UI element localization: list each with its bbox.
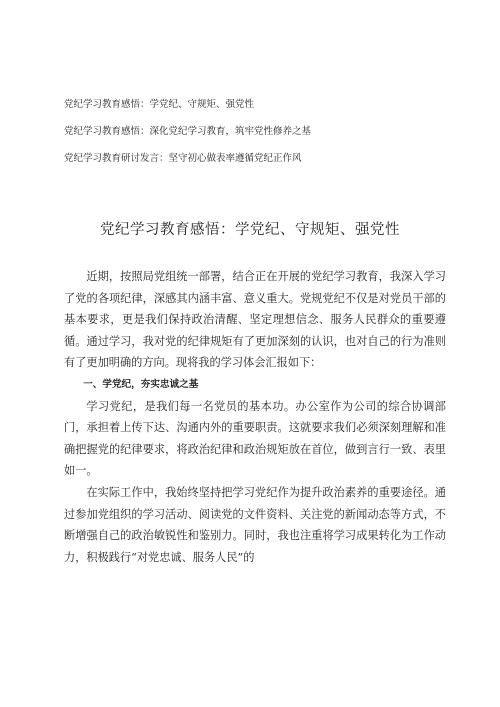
article-body (64, 266, 446, 568)
toc-item-3[interactable]: 党纪学习教育研讨发言：坚守初心做表率遵循党纪正作风 (64, 153, 302, 164)
table-of-contents (64, 98, 444, 179)
section-1-paragraph-2: 在实际工作中，我始终坚持把学习党纪作为提升政治素养的重要途径。通过参加党组织的学习活动、阅读党的文件资料、关注党的新闻动态等方式，不断增强自己的政治敏锐性和鉴别力。同时，我也注重将学习成果转化为工作动力，积极践行“对党忠诚、服务人民”的 (64, 485, 446, 564)
section-1-paragraph-1: 学习党纪，是我们每一名党员的基本功。办公室作为公司的综合协调部门，承担着上传下达、沟通内外的重要职责。这就要求我们必须深刻理解和准确把握党的纪律要求，将政治纪律和政治规矩放在首位，做到言行一致、表里如一。 (64, 399, 446, 478)
toc-item-1[interactable]: 党纪学习教育感悟：学党纪、守规矩、强党性 (64, 99, 255, 110)
article-title: 党纪学习教育感悟：学党纪、守规矩、强党性 (100, 222, 400, 238)
toc-item-2[interactable]: 党纪学习教育感悟：深化党纪学习教育，筑牢党性修养之基 (64, 126, 312, 137)
section-heading-1: 一、学党纪，夯实忠诚之基 (83, 378, 199, 390)
intro-paragraph: 近期，按照局党组统一部署，结合正在开展的党纪学习教育，我深入学习了党的各项纪律，深感其内涵丰富、意义重大。党规党纪不仅是对党员干部的基本要求，更是我们保持政治清醒、坚定理想信念、服务人民群众的重要遵循。通过学习，我对党的纪律规矩有了更加深刻的认识，也对自己的行为准则有了更加明确的方向。现将我的学习体会汇报如下： (64, 270, 446, 370)
